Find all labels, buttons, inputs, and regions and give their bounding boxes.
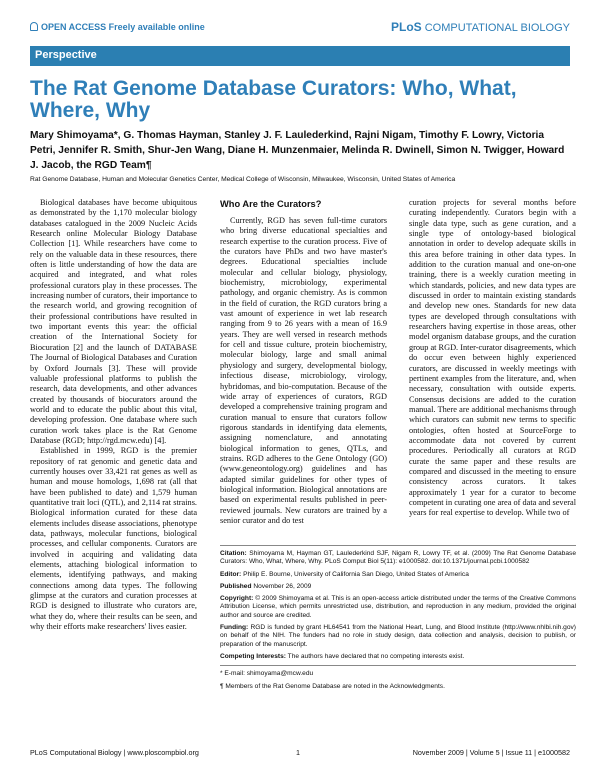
section-heading: Who Are the Curators? <box>220 199 322 209</box>
published: Published November 26, 2009 <box>220 582 312 590</box>
journal-name: COMPUTATIONAL BIOLOGY <box>424 22 570 34</box>
citation: Citation: Shimoyama M, Hayman GT, Laulederkind SJF, Nigam R, Lowry TF, et al. (2009) The Rat Genome Database Curators: Who, What, Where, Why. PLoS Comput Biol 5(11): e1000582. doi:10.1371/journal.pcbi.1000582 <box>220 550 576 566</box>
editor: Editor: Philip E. Bourne, University of California San Diego, United States of America <box>220 570 469 578</box>
body-column-1 <box>30 198 197 632</box>
section-bar <box>30 46 570 66</box>
open-access-label <box>30 22 205 32</box>
paragraph: Established in 1999, RGD is the premier repository of rat genomic and genetic data and currently houses over 33,421 rat genes as well as human and mouse homologs, 1,698 rat (all that have been published to date) and 1,579 human quantitative trait loci (QTL), and 2,114 rat strains. Biological information curated for these data elements includes disease associations, phenotype data, pathways, molecular functions, biological processes, and cellular components. Curators are involved in acquiring and validating data elements, attaching biological information to elements, identifying pathways, and making connections among data types. The following glimpse at the curators and curation processes at RGD is designed to illustrate who curators are, what they do, where their results can be seen, and why their efforts make researchers' lives easier. <box>30 446 197 632</box>
funding: Funding: RGD is funded by grant HL64541 from the National Heart, Lung, and Blood Institute (http://www.nhlbi.nih.gov) on behalf of the NIH. The funders had no role in study design, data collection and analysis, decision to publish, or preparation of the manuscript. <box>220 624 576 648</box>
competing-interests: Competing Interests: The authors have declared that no competing interests exist. <box>220 652 465 660</box>
section-label: Perspective <box>35 49 97 61</box>
page-number: 1 <box>296 748 300 757</box>
body-column-2 <box>220 198 387 526</box>
members-note: ¶ Members of the Rat Genome Database are noted in the Acknowledgments. <box>220 682 445 690</box>
journal-prefix: PLoS <box>391 20 422 34</box>
page-header <box>30 22 570 38</box>
open-access-text: OPEN ACCESS Freely available online <box>41 22 205 32</box>
paragraph: Currently, RGD has seven full-time curators who bring diverse educational specialties and research expertise to the curation process. Five of the curators have PhDs and two have master's degrees. Educational specialties include molecular and cellular biology, physiology, biochemistry, microbiology, experimental pathology, and organic chemistry. As is common in the field of curation, the RGD curators bring a vast amount of experience in wet lab research ranging from 9 to 26 years with a mean of 16.9 years. They are well versed in research methods for cell and tissue culture, protein biochemistry, molecular biology, large and small animal physiology and surgery, developmental biology, infectious disease, microbiology, virology, hybridomas, and bio-computation. Because of the wide array of experiences of curators, RGD developed a comprehensive training program and curation manual to ensure that curators follow rigorous standards in identifying data elements, assigning nomenclature, and annotating biological information to genes, QTLs, and strains. RGD adheres to the Gene Ontology (GO) (www.geneontology.org) guidelines and has adapted similar guidelines for other types of biological information. Biological annotations are based on experimental results published in peer-reviewed journals. New curators are trained by a senior curator and do test <box>220 216 387 525</box>
info-divider <box>220 665 576 666</box>
footer-journal: PLoS Computational Biology | www.ploscompbiol.org <box>30 748 199 757</box>
article-title: The Rat Genome Database Curators: Who, What, Where, Why <box>30 77 517 122</box>
article-info-box <box>220 545 576 695</box>
paragraph: curation projects for several months before curating independently. Curators begin with a single data type, such as gene curation, and a single type of ontology-based biological annotation in order to develop adequate skills in this area before training in other data types. In addition to the curation manual and one-on-one training, there is a weekly curation meeting in which standards, policies, and new data types are discussed in order to maintain existing standards and develop new ones. Standards for new data types are developed through consultations with researchers having expertise in those areas, other model organism database groups, and the curation group at RGD. Inter-curator disagreements, which do occur even between highly experienced curators, are discussed in weekly meetings with pertinent examples from the literature, and, when necessary, consultation with outside experts. Consensus decisions are added to the curation manual. There are additional mechanisms through which curators can submit new terms to specific ontologies, often hosted at SourceForge to accommodate data not covered by current procedures. Periodically all curators at RGD curate the same paper and these results are compared and discussed in the meeting to ensure consistency across curators. It takes approximately 1 year for a curator to become competent in curating one area of data and several years for real expertise to develop. While two of <box>409 198 576 518</box>
body-column-3 <box>409 198 576 519</box>
open-access-lock-icon <box>30 22 38 31</box>
footer-issue: November 2009 | Volume 5 | Issue 11 | e1000582 <box>412 748 570 757</box>
info-divider <box>220 545 576 546</box>
author-list: Mary Shimoyama*, G. Thomas Hayman, Stanley J. F. Laulederkind, Rajni Nigam, Timothy F. Lowry, Victoria Petri, Jennifer R. Smith, Shur-Jen Wang, Diane H. Munzenmaier, Melinda R. Dwinell, Simon N. Twigger, Howard J. Jacob, the RGD Team¶ <box>30 130 565 171</box>
paragraph: Biological databases have become ubiquitous as demonstrated by the 1,170 molecular biology databases catalogued in the 2009 Nucleic Acids Research online Molecular Biology Database Collection [1]. While researchers have come to rely on the valuable data in these resources, there often is little understanding of how the data are acquired and integrated, and what roles professional curators play in these processes. The increasing number of curators, their importance to the research world, and growing recognition of their professional contributions have resulted in two important events this year: the official creation of the International Society for Biocuration [2] and the launch of DATABASE The Journal of Biological Databases and Curation by Oxford Journals [3]. These will provide valuable professional platforms to publish the research, data developments, and other advances created by thousands of biocurators around the world and to educate the public about this vital, developing profession. One database where such curation work takes place is the Rat Genome Database (RGD; http://rgd.mcw.edu) [4]. <box>30 198 197 445</box>
affiliation: Rat Genome Database, Human and Molecular Genetics Center, Medical College of Wisconsin, Milwaukee, Wisconsin, United States of America <box>30 176 456 183</box>
copyright: Copyright: © 2009 Shimoyama et al. This is an open-access article distributed under the terms of the Creative Commons Attribution License, which permits unrestricted use, distribution, and reproduction in any medium, provided the original author and source are credited. <box>220 595 576 619</box>
journal-brand <box>391 20 570 34</box>
email: * E-mail: shimoyama@mcw.edu <box>220 670 314 678</box>
